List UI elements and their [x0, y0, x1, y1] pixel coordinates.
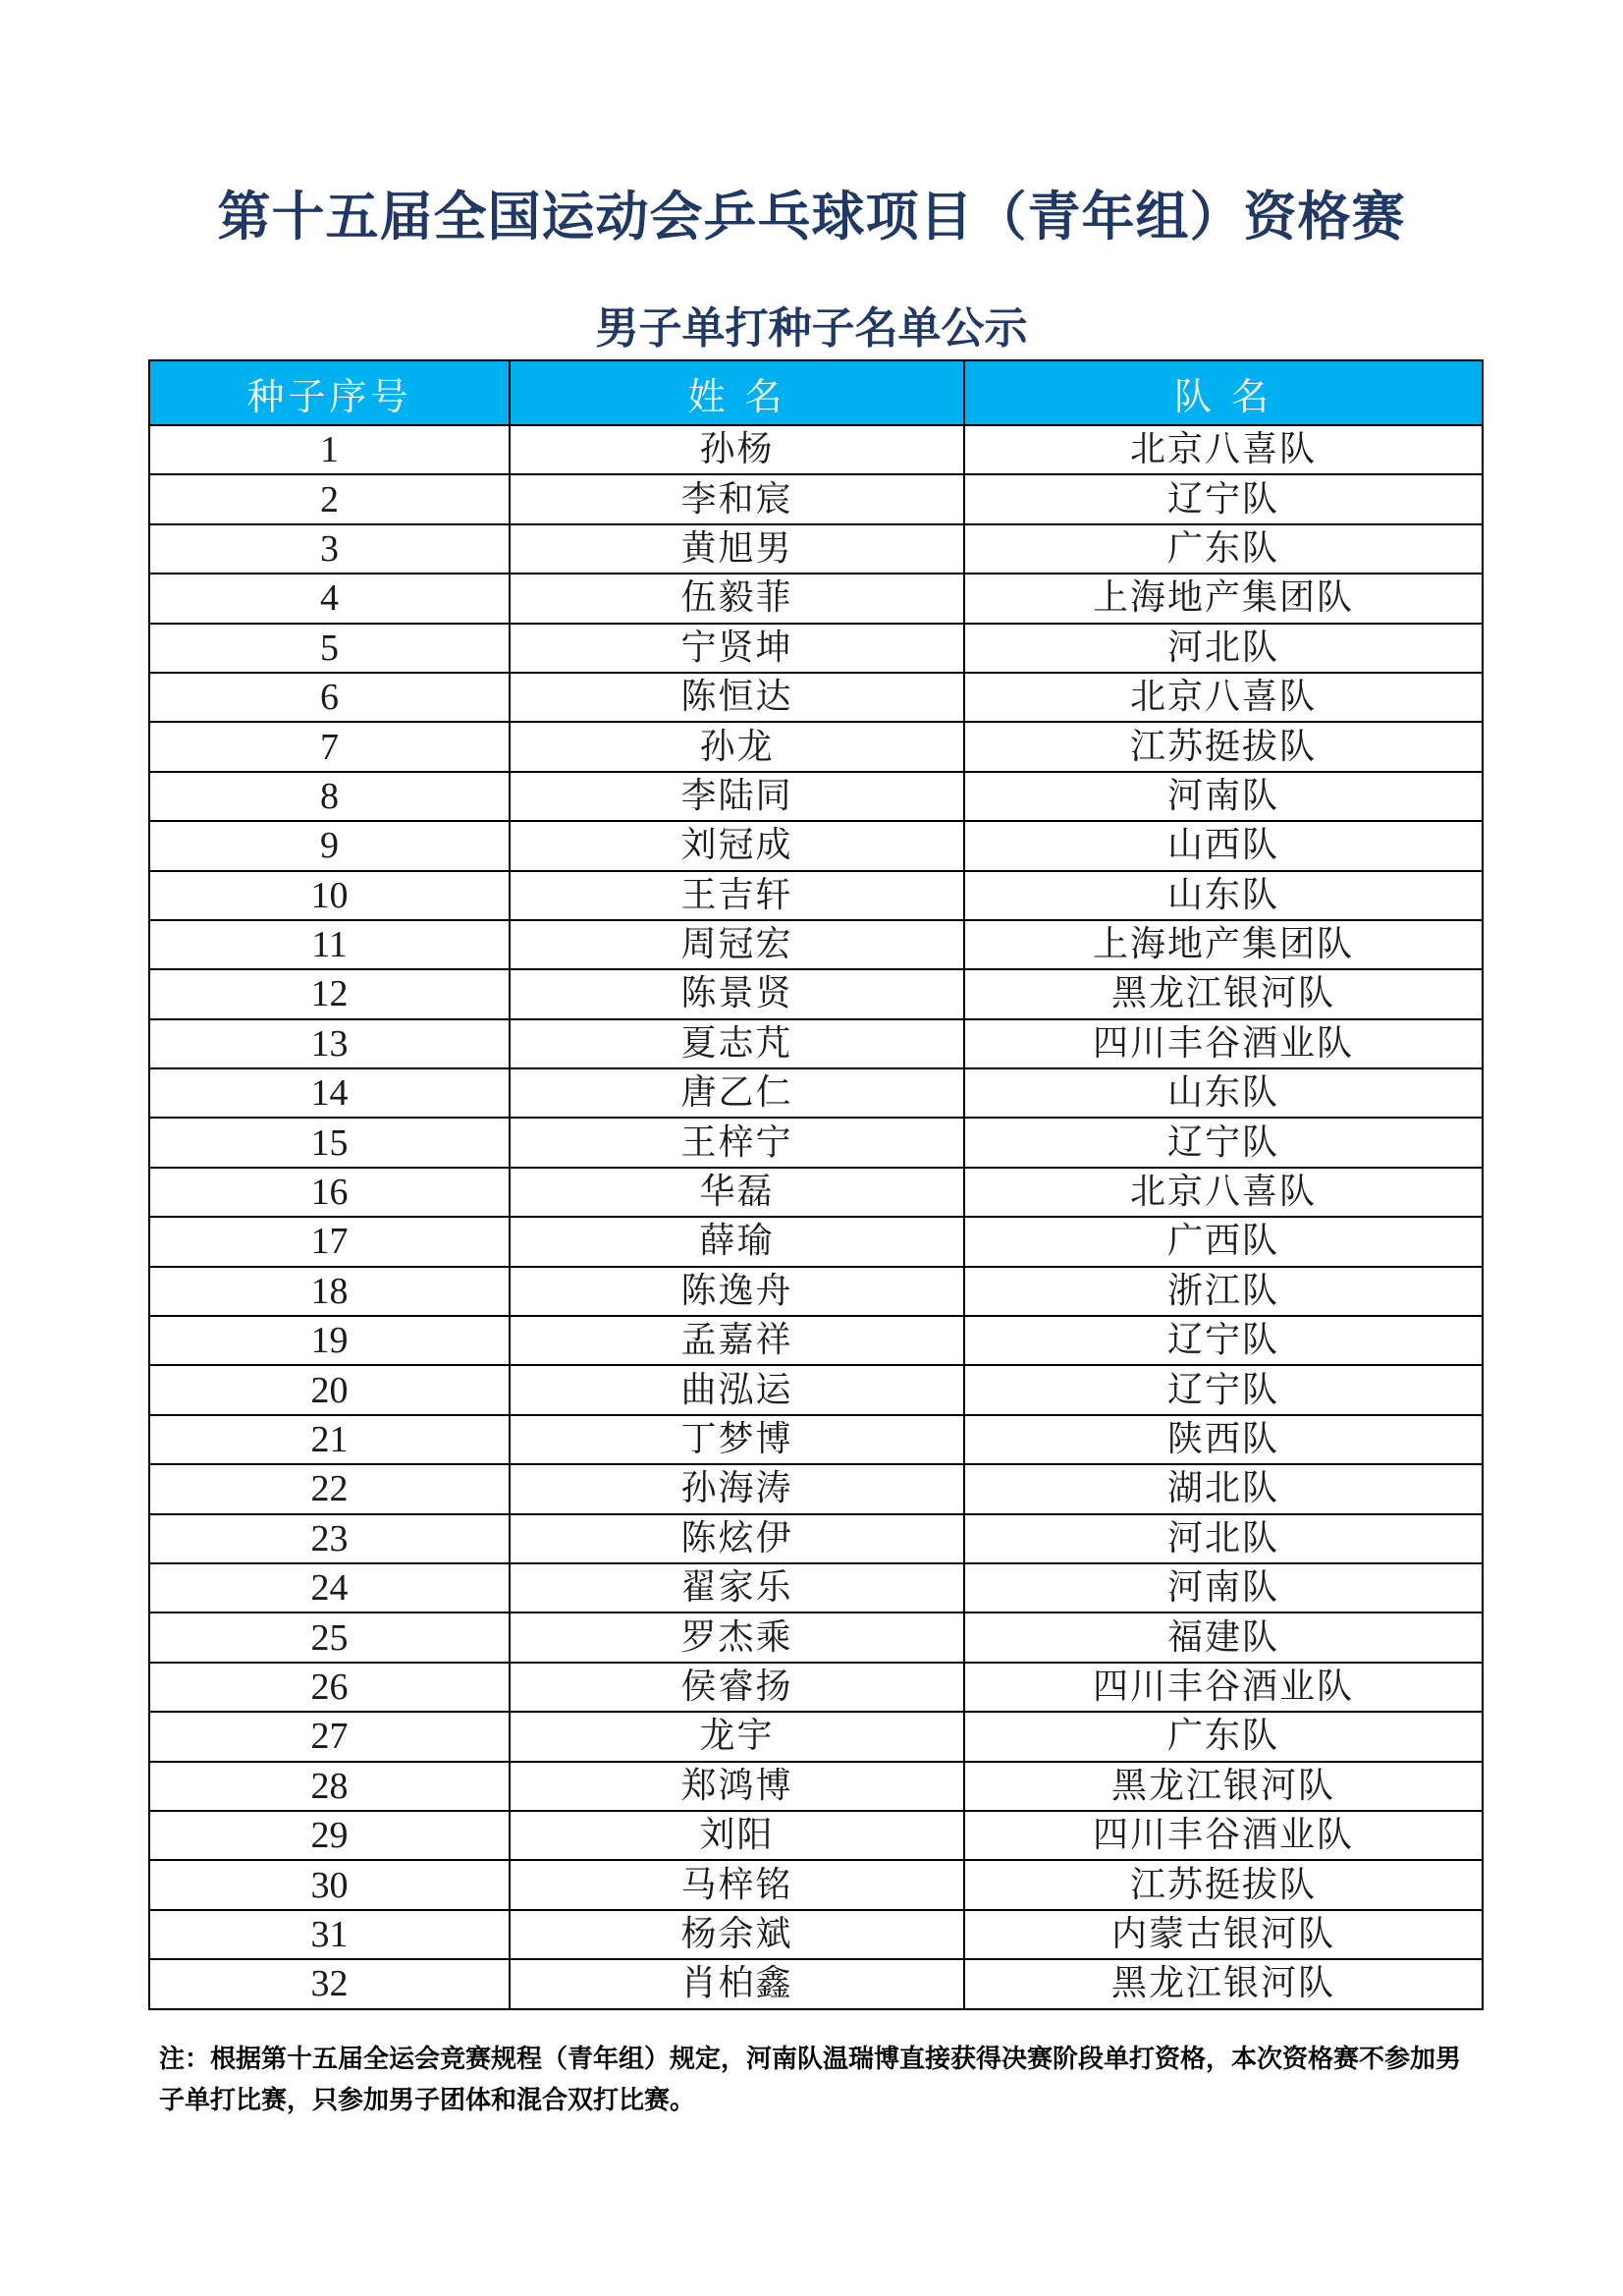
table-row — [149, 1267, 1483, 1316]
seed-number-cell: 23 — [149, 1514, 510, 1563]
table-header-row — [149, 360, 1483, 425]
team-name-cell: 北京八喜队 — [964, 425, 1483, 474]
team-name-cell: 湖北队 — [964, 1464, 1483, 1513]
table-row — [149, 673, 1483, 722]
player-name-cell: 王梓宁 — [510, 1118, 964, 1167]
seed-number-cell: 32 — [149, 1959, 510, 2008]
seed-number-cell: 29 — [149, 1811, 510, 1860]
seed-number-cell: 26 — [149, 1663, 510, 1712]
table-row — [149, 1514, 1483, 1563]
seed-number-cell: 24 — [149, 1563, 510, 1613]
table-row — [149, 524, 1483, 574]
team-name-cell: 北京八喜队 — [964, 1168, 1483, 1217]
table-row — [149, 1959, 1483, 2008]
player-name-cell: 丁梦博 — [510, 1415, 964, 1464]
seed-number-cell: 18 — [149, 1267, 510, 1316]
seed-number-cell: 13 — [149, 1019, 510, 1068]
player-name-cell: 龙宇 — [510, 1712, 964, 1761]
seed-number-cell: 7 — [149, 722, 510, 771]
table-row — [149, 1613, 1483, 1662]
table-body — [149, 425, 1483, 2009]
team-name-cell: 四川丰谷酒业队 — [964, 1663, 1483, 1712]
table-row — [149, 1712, 1483, 1761]
header-seed-number: 种子序号 — [149, 360, 510, 425]
table-row — [149, 1464, 1483, 1513]
player-name-cell: 李和宸 — [510, 474, 964, 523]
seed-number-cell: 19 — [149, 1316, 510, 1365]
table-row — [149, 624, 1483, 673]
team-name-cell: 四川丰谷酒业队 — [964, 1019, 1483, 1068]
team-name-cell: 河南队 — [964, 772, 1483, 821]
seed-number-cell: 10 — [149, 871, 510, 920]
team-name-cell: 广东队 — [964, 524, 1483, 574]
table-row — [149, 1910, 1483, 1959]
table-row — [149, 1860, 1483, 1909]
player-name-cell: 肖柏鑫 — [510, 1959, 964, 2008]
team-name-cell: 江苏挺拔队 — [964, 722, 1483, 771]
team-name-cell: 北京八喜队 — [964, 673, 1483, 722]
player-name-cell: 孙龙 — [510, 722, 964, 771]
team-name-cell: 山东队 — [964, 871, 1483, 920]
team-name-cell: 福建队 — [964, 1613, 1483, 1662]
table-row — [149, 722, 1483, 771]
player-name-cell: 罗杰乘 — [510, 1613, 964, 1662]
seed-number-cell: 16 — [149, 1168, 510, 1217]
player-name-cell: 薛瑜 — [510, 1217, 964, 1266]
seed-number-cell: 5 — [149, 624, 510, 673]
team-name-cell: 山东队 — [964, 1068, 1483, 1118]
player-name-cell: 孙杨 — [510, 425, 964, 474]
player-name-cell: 陈恒达 — [510, 673, 964, 722]
seed-table — [148, 359, 1484, 2010]
seed-number-cell: 21 — [149, 1415, 510, 1464]
player-name-cell: 郑鸿博 — [510, 1762, 964, 1811]
table-row — [149, 425, 1483, 474]
table-row — [149, 821, 1483, 870]
table-row — [149, 1068, 1483, 1118]
seed-number-cell: 4 — [149, 574, 510, 623]
table-row — [149, 969, 1483, 1018]
seed-number-cell: 31 — [149, 1910, 510, 1959]
team-name-cell: 上海地产集团队 — [964, 920, 1483, 969]
table-row — [149, 1365, 1483, 1414]
player-name-cell: 马梓铭 — [510, 1860, 964, 1909]
player-name-cell: 陈逸舟 — [510, 1267, 964, 1316]
table-row — [149, 1316, 1483, 1365]
player-name-cell: 宁贤坤 — [510, 624, 964, 673]
player-name-cell: 曲泓运 — [510, 1365, 964, 1414]
seed-number-cell: 22 — [149, 1464, 510, 1513]
player-name-cell: 陈景贤 — [510, 969, 964, 1018]
seed-number-cell: 15 — [149, 1118, 510, 1167]
table-row — [149, 574, 1483, 623]
team-name-cell: 广西队 — [964, 1217, 1483, 1266]
seed-number-cell: 20 — [149, 1365, 510, 1414]
team-name-cell: 辽宁队 — [964, 1316, 1483, 1365]
player-name-cell: 唐乙仁 — [510, 1068, 964, 1118]
team-name-cell: 内蒙古银河队 — [964, 1910, 1483, 1959]
team-name-cell: 辽宁队 — [964, 1118, 1483, 1167]
table-row — [149, 1563, 1483, 1613]
player-name-cell: 孟嘉祥 — [510, 1316, 964, 1365]
player-name-cell: 刘阳 — [510, 1811, 964, 1860]
seed-number-cell: 3 — [149, 524, 510, 574]
seed-number-cell: 30 — [149, 1860, 510, 1909]
table-row — [149, 871, 1483, 920]
team-name-cell: 辽宁队 — [964, 474, 1483, 523]
seed-number-cell: 2 — [149, 474, 510, 523]
table-row — [149, 474, 1483, 523]
seed-number-cell: 1 — [149, 425, 510, 474]
team-name-cell: 浙江队 — [964, 1267, 1483, 1316]
team-name-cell: 河北队 — [964, 1514, 1483, 1563]
player-name-cell: 翟家乐 — [510, 1563, 964, 1613]
player-name-cell: 侯睿扬 — [510, 1663, 964, 1712]
team-name-cell: 四川丰谷酒业队 — [964, 1811, 1483, 1860]
team-name-cell: 陕西队 — [964, 1415, 1483, 1464]
player-name-cell: 刘冠成 — [510, 821, 964, 870]
footnote: 注：根据第十五届全运会竞赛规程（青年组）规定，河南队温瑞博直接获得决赛阶段单打资格，本次资格赛不参加男子单打比赛，只参加男子团体和混合双打比赛。 — [159, 2045, 1462, 2115]
team-name-cell: 黑龙江银河队 — [964, 1762, 1483, 1811]
seed-number-cell: 11 — [149, 920, 510, 969]
header-name: 姓 名 — [510, 360, 964, 425]
team-name-cell: 黑龙江银河队 — [964, 1959, 1483, 2008]
player-name-cell: 李陆同 — [510, 772, 964, 821]
player-name-cell: 华磊 — [510, 1168, 964, 1217]
page-subtitle: 男子单打种子名单公示 — [595, 303, 1028, 354]
player-name-cell: 杨余斌 — [510, 1910, 964, 1959]
seed-number-cell: 25 — [149, 1613, 510, 1662]
table-row — [149, 772, 1483, 821]
page-title: 第十五届全国运动会乒乓球项目（青年组）资格赛 — [217, 185, 1406, 247]
player-name-cell: 孙海涛 — [510, 1464, 964, 1513]
seed-number-cell: 6 — [149, 673, 510, 722]
table-row — [149, 1217, 1483, 1266]
team-name-cell: 广东队 — [964, 1712, 1483, 1761]
header-team: 队 名 — [964, 360, 1483, 425]
player-name-cell: 夏志芃 — [510, 1019, 964, 1068]
player-name-cell: 周冠宏 — [510, 920, 964, 969]
seed-number-cell: 17 — [149, 1217, 510, 1266]
player-name-cell: 黄旭男 — [510, 524, 964, 574]
seed-number-cell: 28 — [149, 1762, 510, 1811]
seed-number-cell: 27 — [149, 1712, 510, 1761]
team-name-cell: 上海地产集团队 — [964, 574, 1483, 623]
team-name-cell: 辽宁队 — [964, 1365, 1483, 1414]
team-name-cell: 河北队 — [964, 624, 1483, 673]
seed-number-cell: 9 — [149, 821, 510, 870]
table-row — [149, 1415, 1483, 1464]
seed-number-cell: 12 — [149, 969, 510, 1018]
table-row — [149, 1663, 1483, 1712]
team-name-cell: 黑龙江银河队 — [964, 969, 1483, 1018]
player-name-cell: 伍毅菲 — [510, 574, 964, 623]
player-name-cell: 王吉轩 — [510, 871, 964, 920]
team-name-cell: 江苏挺拔队 — [964, 1860, 1483, 1909]
table-row — [149, 1168, 1483, 1217]
table-row — [149, 1019, 1483, 1068]
player-name-cell: 陈炫伊 — [510, 1514, 964, 1563]
team-name-cell: 河南队 — [964, 1563, 1483, 1613]
table-row — [149, 1118, 1483, 1167]
table-row — [149, 1762, 1483, 1811]
table-row — [149, 920, 1483, 969]
seed-number-cell: 8 — [149, 772, 510, 821]
team-name-cell: 山西队 — [964, 821, 1483, 870]
seed-number-cell: 14 — [149, 1068, 510, 1118]
table-row — [149, 1811, 1483, 1860]
